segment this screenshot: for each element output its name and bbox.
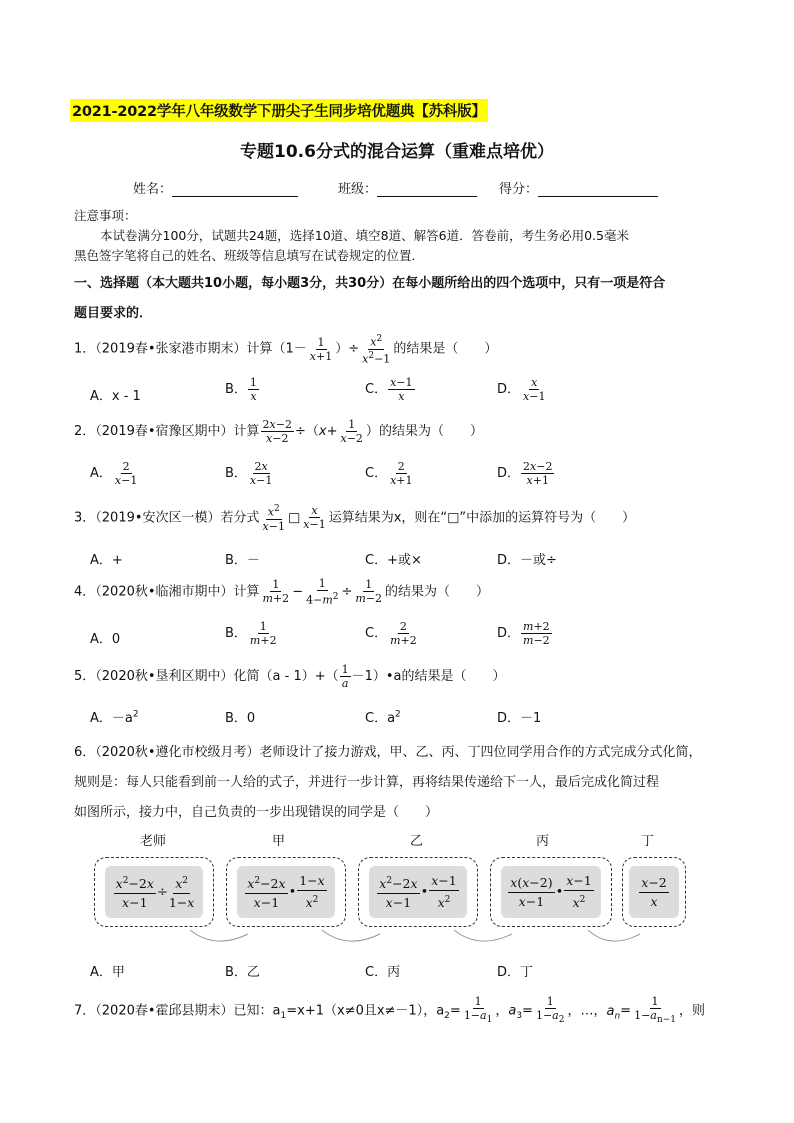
notice-heading: 注意事项： xyxy=(74,208,137,223)
doc-banner: 2021-2022学年八年级数学下册尖子生同步培优题典【苏科版】 xyxy=(70,99,488,122)
name-label: 姓名： xyxy=(133,182,173,197)
q7-mid: =x+1（x≠0且x≠－1），a xyxy=(286,1003,445,1019)
q6-option-c[interactable]: C．丙 xyxy=(365,965,401,980)
q2-option-d[interactable]: D． $\frac{2x-2}{x+1}$ xyxy=(497,460,553,487)
q5-option-b[interactable]: B．0 xyxy=(225,711,256,726)
q3-option-d[interactable]: D．－或÷ xyxy=(497,553,557,568)
name-field xyxy=(133,178,298,197)
score-label: 得分： xyxy=(499,182,539,197)
arrow-4 xyxy=(588,930,640,941)
notice-line-1: 本试卷满分100分，试题共24题，选择10道、填空8道、解答6道．答卷前，考生务必用0.5毫米 xyxy=(100,228,629,243)
relay-box-ding: $\frac{x-2}{x}$ xyxy=(622,857,686,927)
question-6-line-3: 如图所示，接力中，自己负责的一步出现错误的同学是（ ） xyxy=(74,805,439,820)
person-ding: 丁 xyxy=(641,834,655,849)
relay-box-yi: $\frac{x^2-2x}{x-1}$ • $\frac{x-1}{x^2}$ xyxy=(358,857,478,927)
q1-option-b[interactable]: B． $\frac{1}{x}$ xyxy=(225,376,257,403)
arrow-3 xyxy=(454,930,512,941)
q2-option-a[interactable]: A． $\frac{2}{x-1}$ xyxy=(90,460,138,487)
q4-option-b[interactable]: B． $\frac{1}{m+2}$ xyxy=(225,620,277,647)
q5-option-d[interactable]: D．－1 xyxy=(497,711,542,726)
class-label: 班级： xyxy=(338,182,378,197)
arrow-2 xyxy=(322,930,380,941)
q2-option-c[interactable]: C． $\frac{2}{x+1}$ xyxy=(365,460,413,487)
q3-option-b[interactable]: B．－ xyxy=(225,553,260,568)
q3-prefix: 3．（2019•安次区一模）若分式 xyxy=(74,510,260,526)
q1-suffix: 的结果是（ ） xyxy=(393,341,498,357)
q4-prefix: 4．（2020秋•临湘市期中）计算 xyxy=(74,584,260,600)
question-4: 4．（2020秋•临湘市期中）计算 $\frac{1}{m+2}$ − $\frac{1}{4-m^2}$ ÷ $\frac{1}{m-2}$ 的结果为（ ） xyxy=(74,577,490,607)
score-blank[interactable] xyxy=(538,182,658,197)
q1-prefix: 1．（2019春•张家港市期末）计算（1－ xyxy=(74,341,307,357)
q1-option-d[interactable]: D． $\frac{x}{x-1}$ xyxy=(497,376,546,403)
section-heading-line-1: 一、选择题（本大题共10小题，每小题3分，共30分）在每小题所给出的四个选项中，只有一项是符合 xyxy=(74,276,666,291)
q6-option-a[interactable]: A．甲 xyxy=(90,965,125,980)
arrow-1 xyxy=(190,930,248,941)
relay-box-bing: $\frac{x(x-2)}{x-1}$ • $\frac{x-1}{x^2}$ xyxy=(490,857,612,927)
relay-box-jia: $\frac{x^2-2x}{x-1}$ • $\frac{1-x}{x^2}$ xyxy=(226,857,346,927)
q1-option-c[interactable]: C． $\frac{x-1}{x}$ xyxy=(365,376,413,403)
q1-frac-1: $\frac{1}{x+1}$ xyxy=(309,335,333,363)
notice-line-2: 黑色签字笔将自己的姓名、班级等信息填写在试卷规定的位置． xyxy=(74,248,425,263)
q2-prefix: 2．（2019春•宿豫区期中）计算 xyxy=(74,424,260,439)
person-yi: 乙 xyxy=(410,834,424,849)
q3-option-a[interactable]: A．+ xyxy=(90,553,123,568)
class-field xyxy=(338,178,477,197)
q5-prefix: 5．（2020秋•垦利区期中）化简（a - 1）+（ xyxy=(74,669,339,684)
q4-option-c[interactable]: C． $\frac{2}{m+2}$ xyxy=(365,620,417,647)
q7-prefix: 7．（2020春•霍邱县期末）已知：a xyxy=(74,1003,281,1019)
question-2: 2．（2019春•宿豫区期中）计算 $\frac{2x-2}{x-2}$ ÷（x+ $\frac{1}{x-2}$ ）的结果为（ ） xyxy=(74,418,483,445)
q4-option-d[interactable]: D． $\frac{m+2}{m-2}$ xyxy=(497,620,550,647)
question-6-line-1: 6．（2020秋•遵化市校级月考）老师设计了接力游戏，甲、乙、丙、丁四位同学用合作的方式完成分式化简， xyxy=(74,745,702,760)
q1-option-a[interactable]: A．x - 1 xyxy=(90,389,141,404)
q2-option-b[interactable]: B． $\frac{2x}{x-1}$ xyxy=(225,460,273,487)
q6-option-d[interactable]: D．丁 xyxy=(497,965,534,980)
q5-option-a[interactable]: A．$-a^2$ xyxy=(90,709,139,726)
section-heading-line-2: 题目要求的． xyxy=(74,306,153,321)
question-7: 7．（2020春•霍邱县期末）已知：$a_1=x+1(x\ne 0$且x≠－1），$a_2=$ $\frac{1}{1-a_1}$ ，$a_3=$ $\frac{1}{1-a_2}$ ，…，$a_n=$ $\frac{1}{1-a_{n-1}}$ ，则 xyxy=(74,995,705,1026)
question-6-line-2: 规则是：每人只能看到前一人给的式子，并进行一步计算，再将结果传递给下一人，最后完成化简过程 xyxy=(74,775,660,790)
q5-suffix: －1）•a的结果是（ ） xyxy=(351,669,506,684)
q3-option-c[interactable]: C．+或× xyxy=(365,553,422,568)
page-title: 专题10.6分式的混合运算（重难点培优） xyxy=(240,142,554,162)
q4-suffix: 的结果为（ ） xyxy=(385,584,490,600)
relay-box-teacher: $\frac{x^2-2x}{x-1}$ ÷ $\frac{x^2}{1-x}$ xyxy=(94,857,214,927)
name-blank[interactable] xyxy=(172,182,298,197)
class-blank[interactable] xyxy=(377,182,477,197)
q4-option-a[interactable]: A．0 xyxy=(90,632,121,647)
person-bing: 丙 xyxy=(536,834,550,849)
person-jia: 甲 xyxy=(272,834,286,849)
person-teacher: 老师 xyxy=(140,834,167,849)
question-1: 1．（2019春•张家港市期末）计算（1－ $\frac{1}{x+1}$ ）÷ $\frac{x^2}{x^2-1}$ 的结果是（ ） xyxy=(74,334,498,366)
q1-frac-2: $\frac{x^2}{x^2-1}$ xyxy=(362,334,391,366)
q5-option-c[interactable]: C．$a^2$ xyxy=(365,709,401,726)
q7-end: ，则 xyxy=(678,1003,705,1019)
q2-suffix: 的结果为（ ） xyxy=(378,424,483,439)
score-field xyxy=(499,178,658,197)
question-3: 3．（2019•安次区一模）若分式 $\frac{x^2}{x-1}$ □ $\frac{x}{x-1}$ 运算结果为x，则在“□”中添加的运算符号为（ ） xyxy=(74,504,636,533)
q3-suffix: 运算结果为x，则在“□”中添加的运算符号为（ ） xyxy=(328,510,636,526)
relay-arrows xyxy=(0,920,794,960)
q6-option-b[interactable]: B．乙 xyxy=(225,965,260,980)
question-5: 5．（2020秋•垦利区期中）化简（a - 1）+（ $\frac{1}{a}$ －1）•a的结果是（ ） xyxy=(74,663,506,690)
